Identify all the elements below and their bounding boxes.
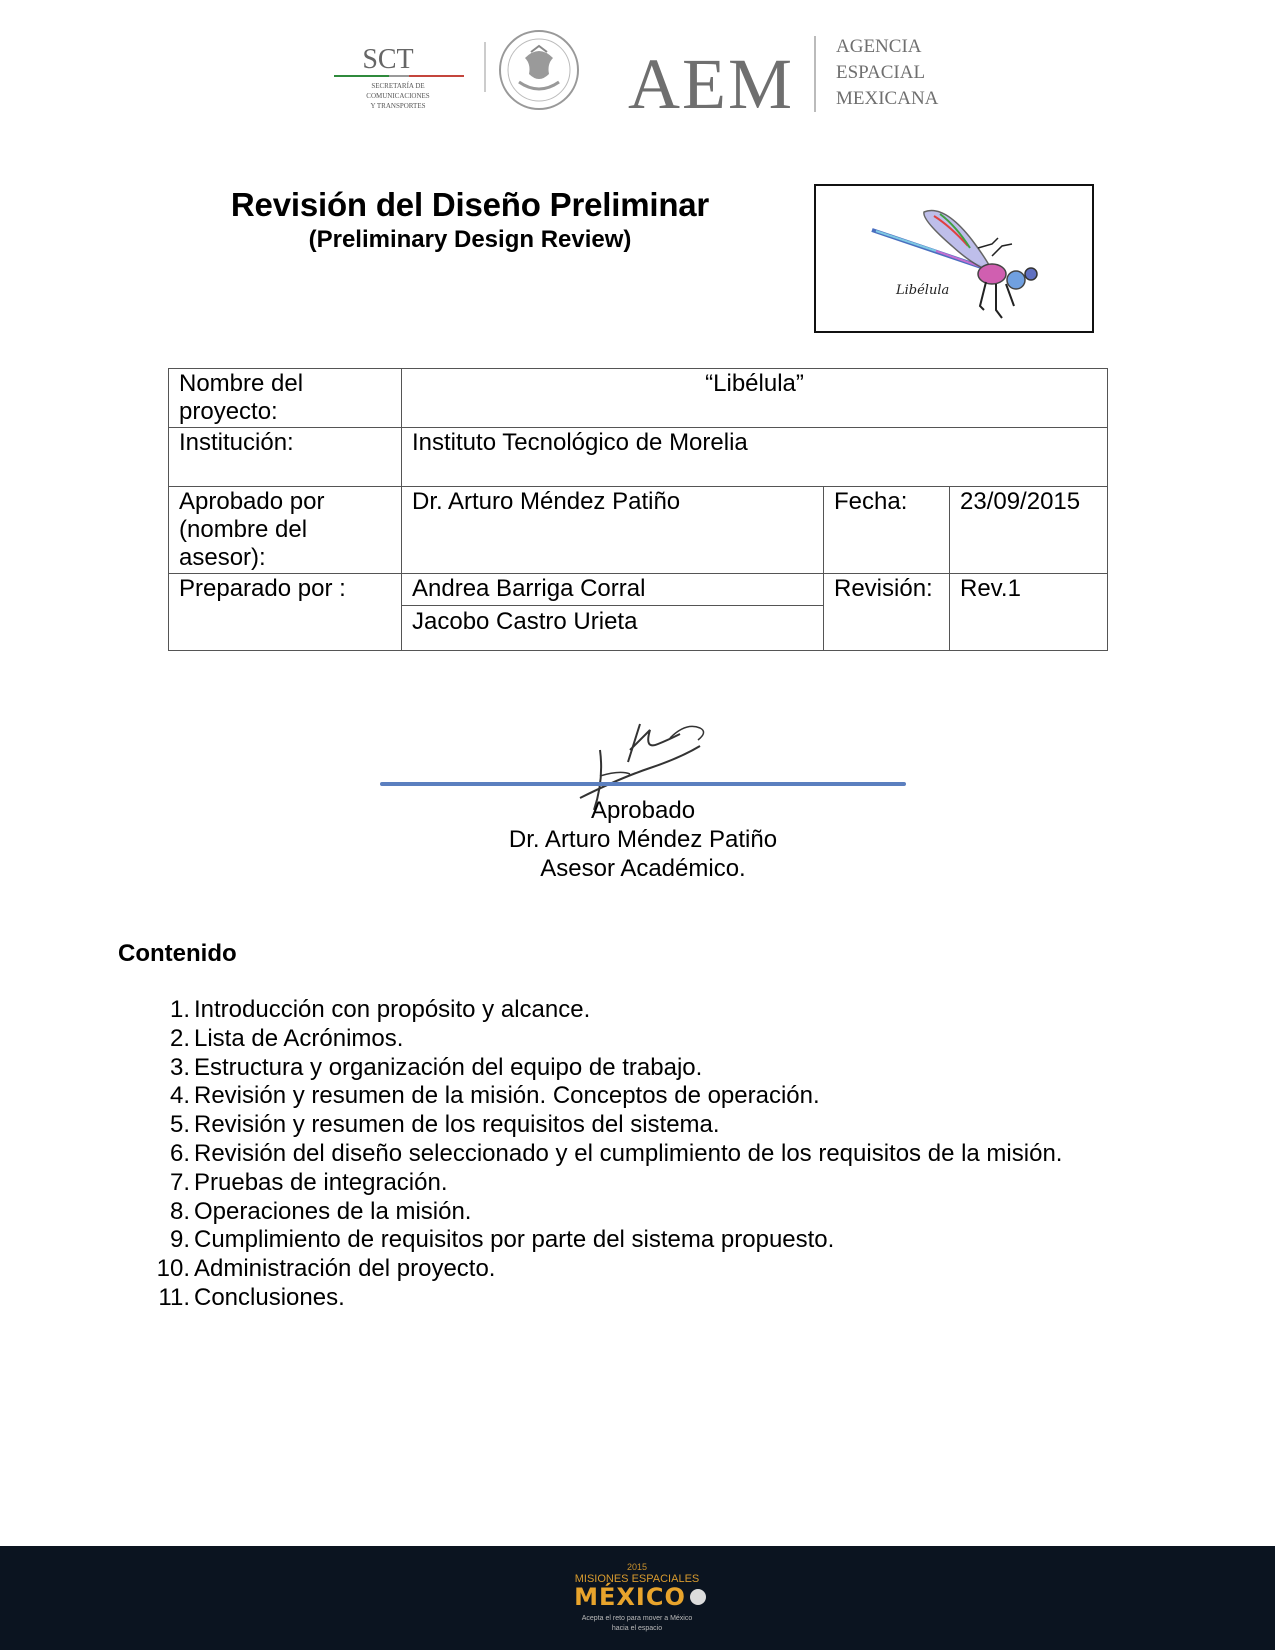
logo-caption: Libélula: [896, 283, 950, 298]
sct-logo: [330, 40, 470, 115]
preparer-2: Jacobo Castro Urieta: [412, 608, 638, 635]
footer-line1: MISIONES ESPACIALES: [574, 1573, 700, 1585]
misiones-espaciales-logo: [560, 1560, 714, 1638]
project-info-table: [168, 368, 1108, 651]
toc-item: 6. Revisión del diseño seleccionado y el cumplimiento de los requisitos de la misión.: [169, 1139, 1063, 1167]
sct-line1: SECRETARÍA DE: [371, 82, 425, 90]
aem-logo: [628, 32, 948, 116]
mexican-seal-icon: [497, 28, 581, 112]
revision-label: Revisión:: [834, 575, 933, 602]
preparer-1: Andrea Barriga Corral: [412, 575, 646, 602]
toc-item: 4. Revisión y resumen de la misión. Conceptos de operación.: [169, 1082, 820, 1110]
toc-item: 2. Lista de Acrónimos.: [169, 1024, 404, 1052]
footer-line2: MÉXICO: [574, 1583, 686, 1611]
footer-tagline1: Acepta el reto para mover a México: [581, 1615, 693, 1622]
approval-status: Aprobado: [590, 797, 696, 824]
approved-by-label: Aprobado por (nombre del asesor):: [179, 488, 325, 571]
approver-name: Dr. Arturo Méndez Patiño: [508, 826, 778, 853]
approved-by-value: Dr. Arturo Méndez Patiño: [412, 488, 681, 515]
toc-item: 8. Operaciones de la misión.: [169, 1197, 472, 1225]
header-divider: [484, 42, 486, 92]
aem-line3: MEXICANA: [836, 88, 939, 109]
toc-item: 11. Conclusiones.: [158, 1283, 345, 1311]
sct-line2: COMUNICACIONES: [366, 92, 430, 100]
table-of-contents: [150, 996, 1150, 1313]
aem-abbr: AEM: [628, 44, 794, 116]
contents-heading: Contenido: [118, 940, 237, 967]
date-value: 23/09/2015: [960, 488, 1081, 515]
sct-line3: Y TRANSPORTES: [370, 102, 426, 110]
project-name-value: “Libélula”: [705, 370, 804, 397]
toc-item: 5. Revisión y resumen de los requisitos del sistema.: [169, 1111, 720, 1139]
toc-item: 1. Introducción con propósito y alcance.: [169, 996, 591, 1023]
date-label: Fecha:: [834, 488, 908, 515]
toc-item: 7. Pruebas de integración.: [169, 1168, 448, 1196]
project-name-label: Nombre del proyecto:: [179, 370, 304, 425]
approver-title: Asesor Académico.: [540, 855, 746, 882]
document-title: Revisión del Diseño Preliminar: [230, 186, 710, 223]
toc-item: 3. Estructura y organización del equipo de trabajo.: [169, 1053, 703, 1081]
prepared-by-label: Preparado por :: [179, 575, 346, 602]
footer-tagline2: hacia el espacio: [611, 1625, 663, 1632]
revision-value: Rev.1: [960, 575, 1021, 602]
aem-line2: ESPACIAL: [836, 62, 926, 83]
aem-line1: AGENCIA: [836, 36, 922, 57]
institution-value: Instituto Tecnológico de Morelia: [412, 429, 748, 456]
toc-item: 9. Cumplimiento de requisitos por parte del sistema propuesto.: [169, 1226, 835, 1254]
document-subtitle: (Preliminary Design Review): [308, 226, 632, 253]
sct-abbr: SCT: [362, 44, 414, 75]
dragonfly-icon: [816, 186, 1092, 331]
toc-item: 10. Administración del proyecto.: [156, 1255, 496, 1283]
institution-label: Institución:: [179, 429, 294, 456]
project-logo-box: [814, 184, 1094, 333]
footer-year: 2015: [626, 1562, 648, 1572]
signature-line: [380, 782, 906, 786]
